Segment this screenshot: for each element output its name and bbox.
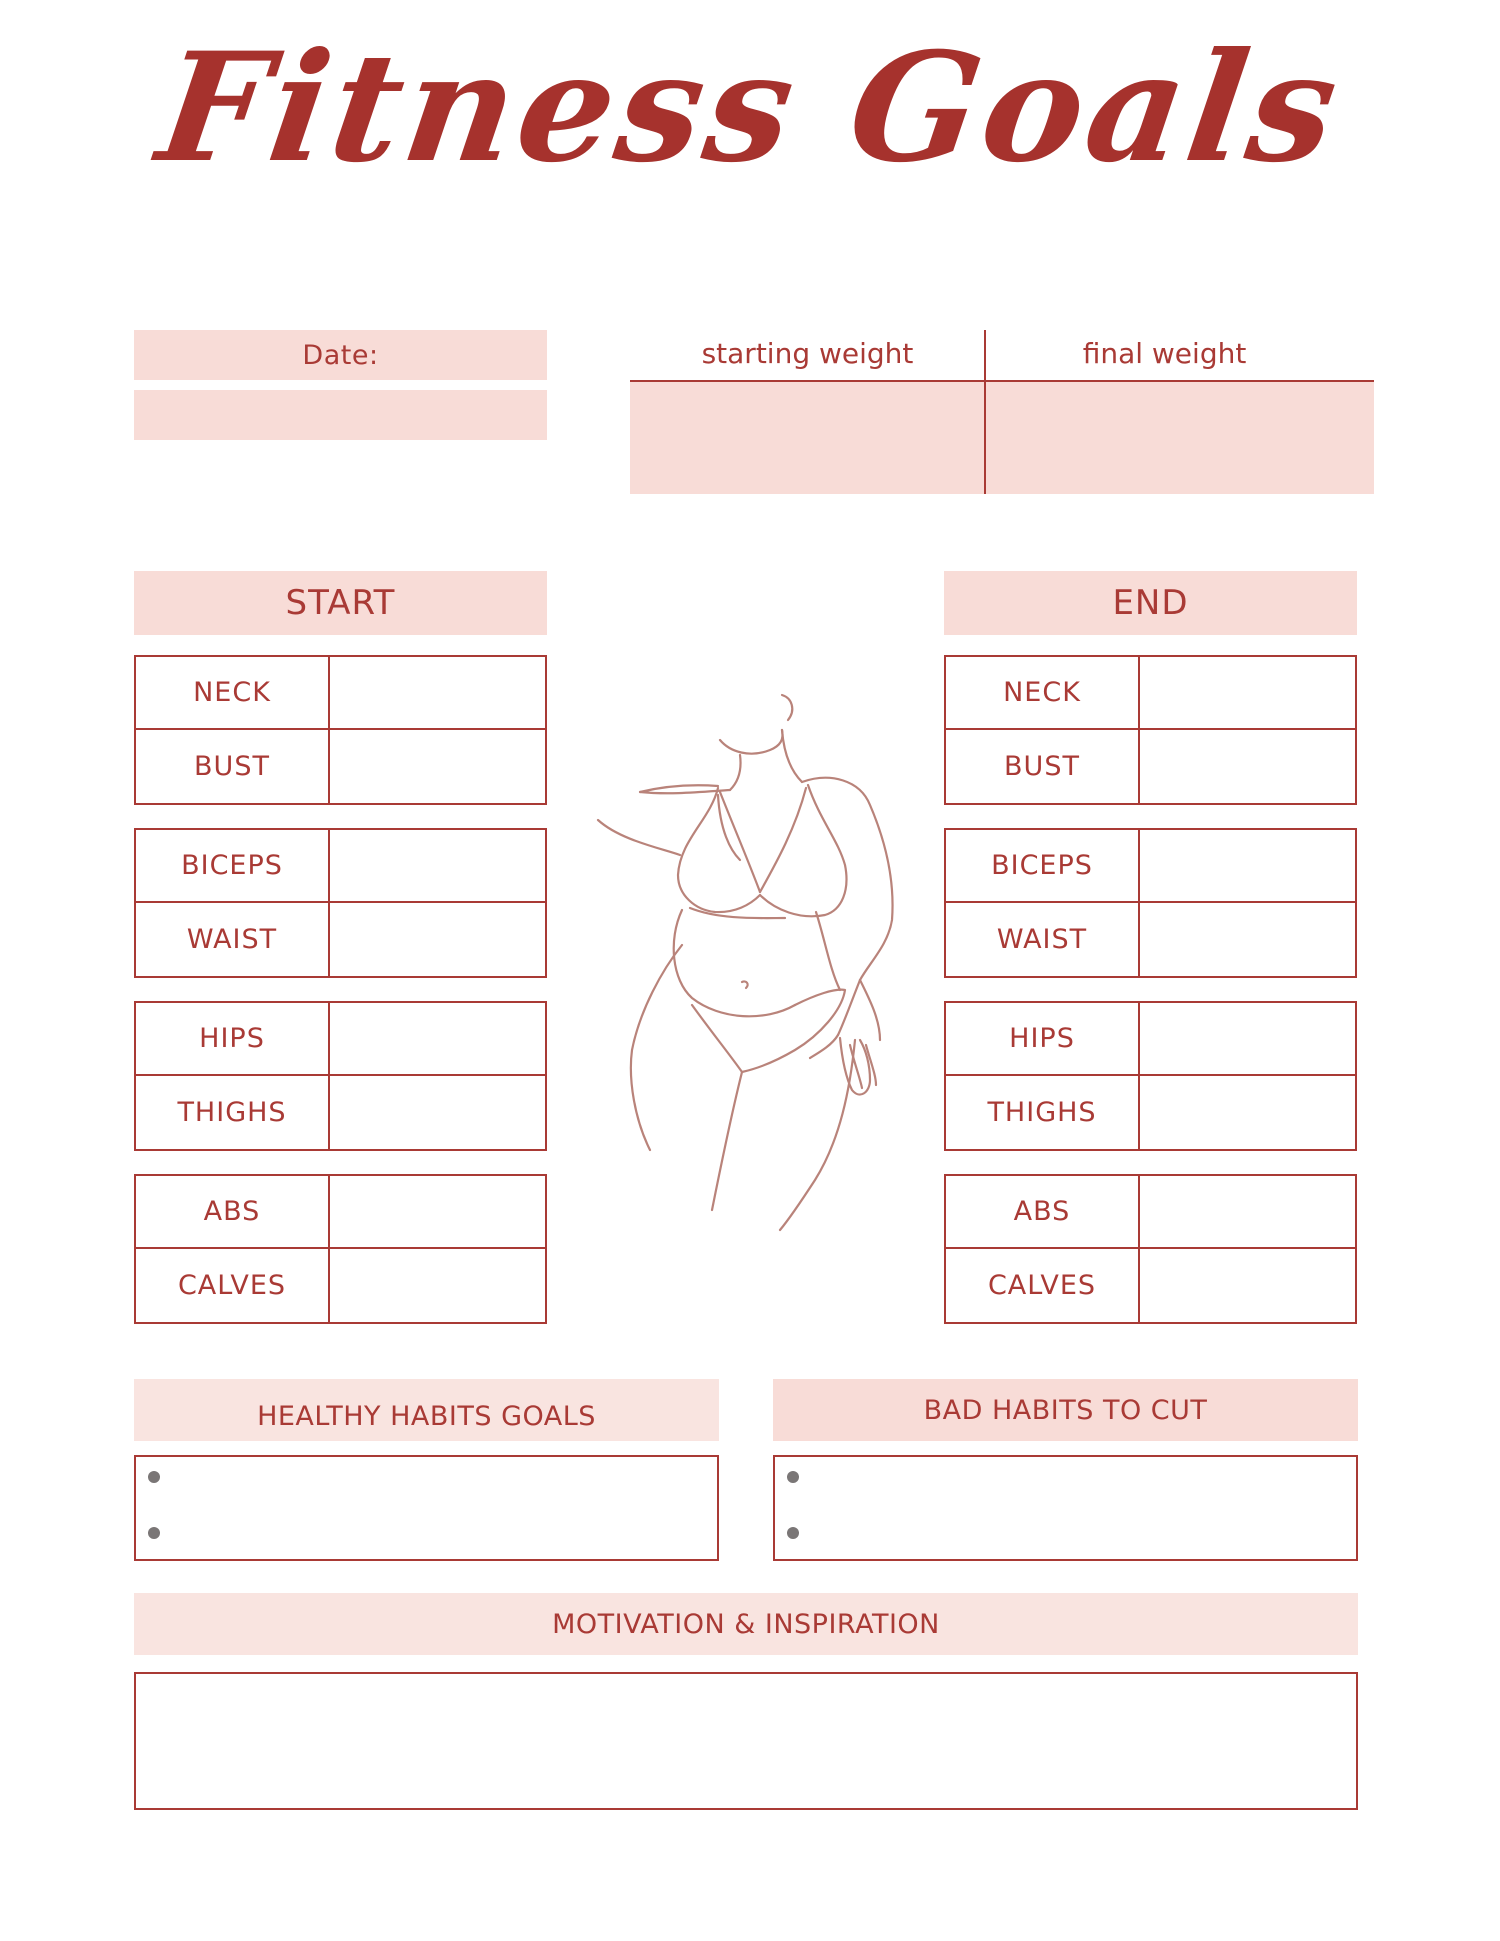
measure-label: THIGHS	[136, 1076, 330, 1149]
measure-input[interactable]	[330, 1003, 545, 1076]
motivation-text-area[interactable]	[134, 1672, 1358, 1810]
measure-input[interactable]	[330, 903, 545, 976]
measure-input[interactable]	[330, 830, 545, 903]
measure-label: CALVES	[946, 1249, 1140, 1322]
end-measure-table	[944, 655, 1357, 805]
measure-label: ABS	[946, 1176, 1140, 1249]
healthy-habits-heading: HEALTHY HABITS GOALS	[257, 1400, 596, 1432]
weight-table-vertical-divider	[984, 330, 986, 494]
measure-label: BUST	[136, 730, 330, 803]
measure-input[interactable]	[1140, 1176, 1355, 1249]
start-measure-table	[134, 828, 547, 978]
list-bullet	[148, 1471, 160, 1483]
measure-label: BICEPS	[136, 830, 330, 903]
starting-weight-field[interactable]	[630, 382, 984, 494]
list-bullet	[787, 1527, 799, 1539]
motivation-heading: MOTIVATION & INSPIRATION	[552, 1608, 940, 1640]
measure-label: NECK	[136, 657, 330, 730]
end-measure-table	[944, 828, 1357, 978]
healthy-habits-list[interactable]	[134, 1455, 719, 1561]
end-measure-table	[944, 1001, 1357, 1151]
date-label: Date:	[302, 339, 379, 371]
measure-input[interactable]	[330, 730, 545, 803]
measure-label: BICEPS	[946, 830, 1140, 903]
start-heading: START	[285, 583, 396, 623]
final-weight-label: final weight	[1082, 337, 1247, 370]
bad-habits-heading-bar	[773, 1379, 1358, 1441]
date-input-field[interactable]	[134, 390, 547, 440]
measure-input[interactable]	[1140, 903, 1355, 976]
measure-label: WAIST	[946, 903, 1140, 976]
bad-habits-list[interactable]	[773, 1455, 1358, 1561]
measure-input[interactable]	[1140, 657, 1355, 730]
measure-input[interactable]	[1140, 1249, 1355, 1322]
start-measure-table	[134, 1174, 547, 1324]
measure-label: BUST	[946, 730, 1140, 803]
measure-input[interactable]	[330, 1176, 545, 1249]
list-bullet	[787, 1471, 799, 1483]
measure-label: THIGHS	[946, 1076, 1140, 1149]
measure-label: NECK	[946, 657, 1140, 730]
starting-weight-label: starting weight	[701, 337, 914, 370]
measure-label: HIPS	[946, 1003, 1140, 1076]
start-measure-table	[134, 655, 547, 805]
end-heading-bar	[944, 571, 1357, 635]
measure-input[interactable]	[1140, 1076, 1355, 1149]
motivation-heading-bar	[134, 1593, 1358, 1655]
bad-habits-heading: BAD HABITS TO CUT	[923, 1394, 1208, 1426]
measure-label: CALVES	[136, 1249, 330, 1322]
measure-label: HIPS	[136, 1003, 330, 1076]
measure-label: WAIST	[136, 903, 330, 976]
end-heading: END	[1112, 583, 1189, 623]
measure-input[interactable]	[330, 657, 545, 730]
date-label-bar	[134, 330, 547, 380]
page-title: Fitness Goals	[149, 20, 1351, 196]
list-bullet	[148, 1527, 160, 1539]
start-heading-bar	[134, 571, 547, 635]
end-measure-table	[944, 1174, 1357, 1324]
healthy-habits-heading-bar	[134, 1379, 719, 1441]
measure-input[interactable]	[330, 1076, 545, 1149]
measure-label: ABS	[136, 1176, 330, 1249]
measure-input[interactable]	[1140, 730, 1355, 803]
body-illustration	[570, 680, 940, 1240]
measure-input[interactable]	[1140, 1003, 1355, 1076]
start-measure-table	[134, 1001, 547, 1151]
final-weight-field[interactable]	[987, 382, 1374, 494]
measure-input[interactable]	[330, 1249, 545, 1322]
measure-input[interactable]	[1140, 830, 1355, 903]
